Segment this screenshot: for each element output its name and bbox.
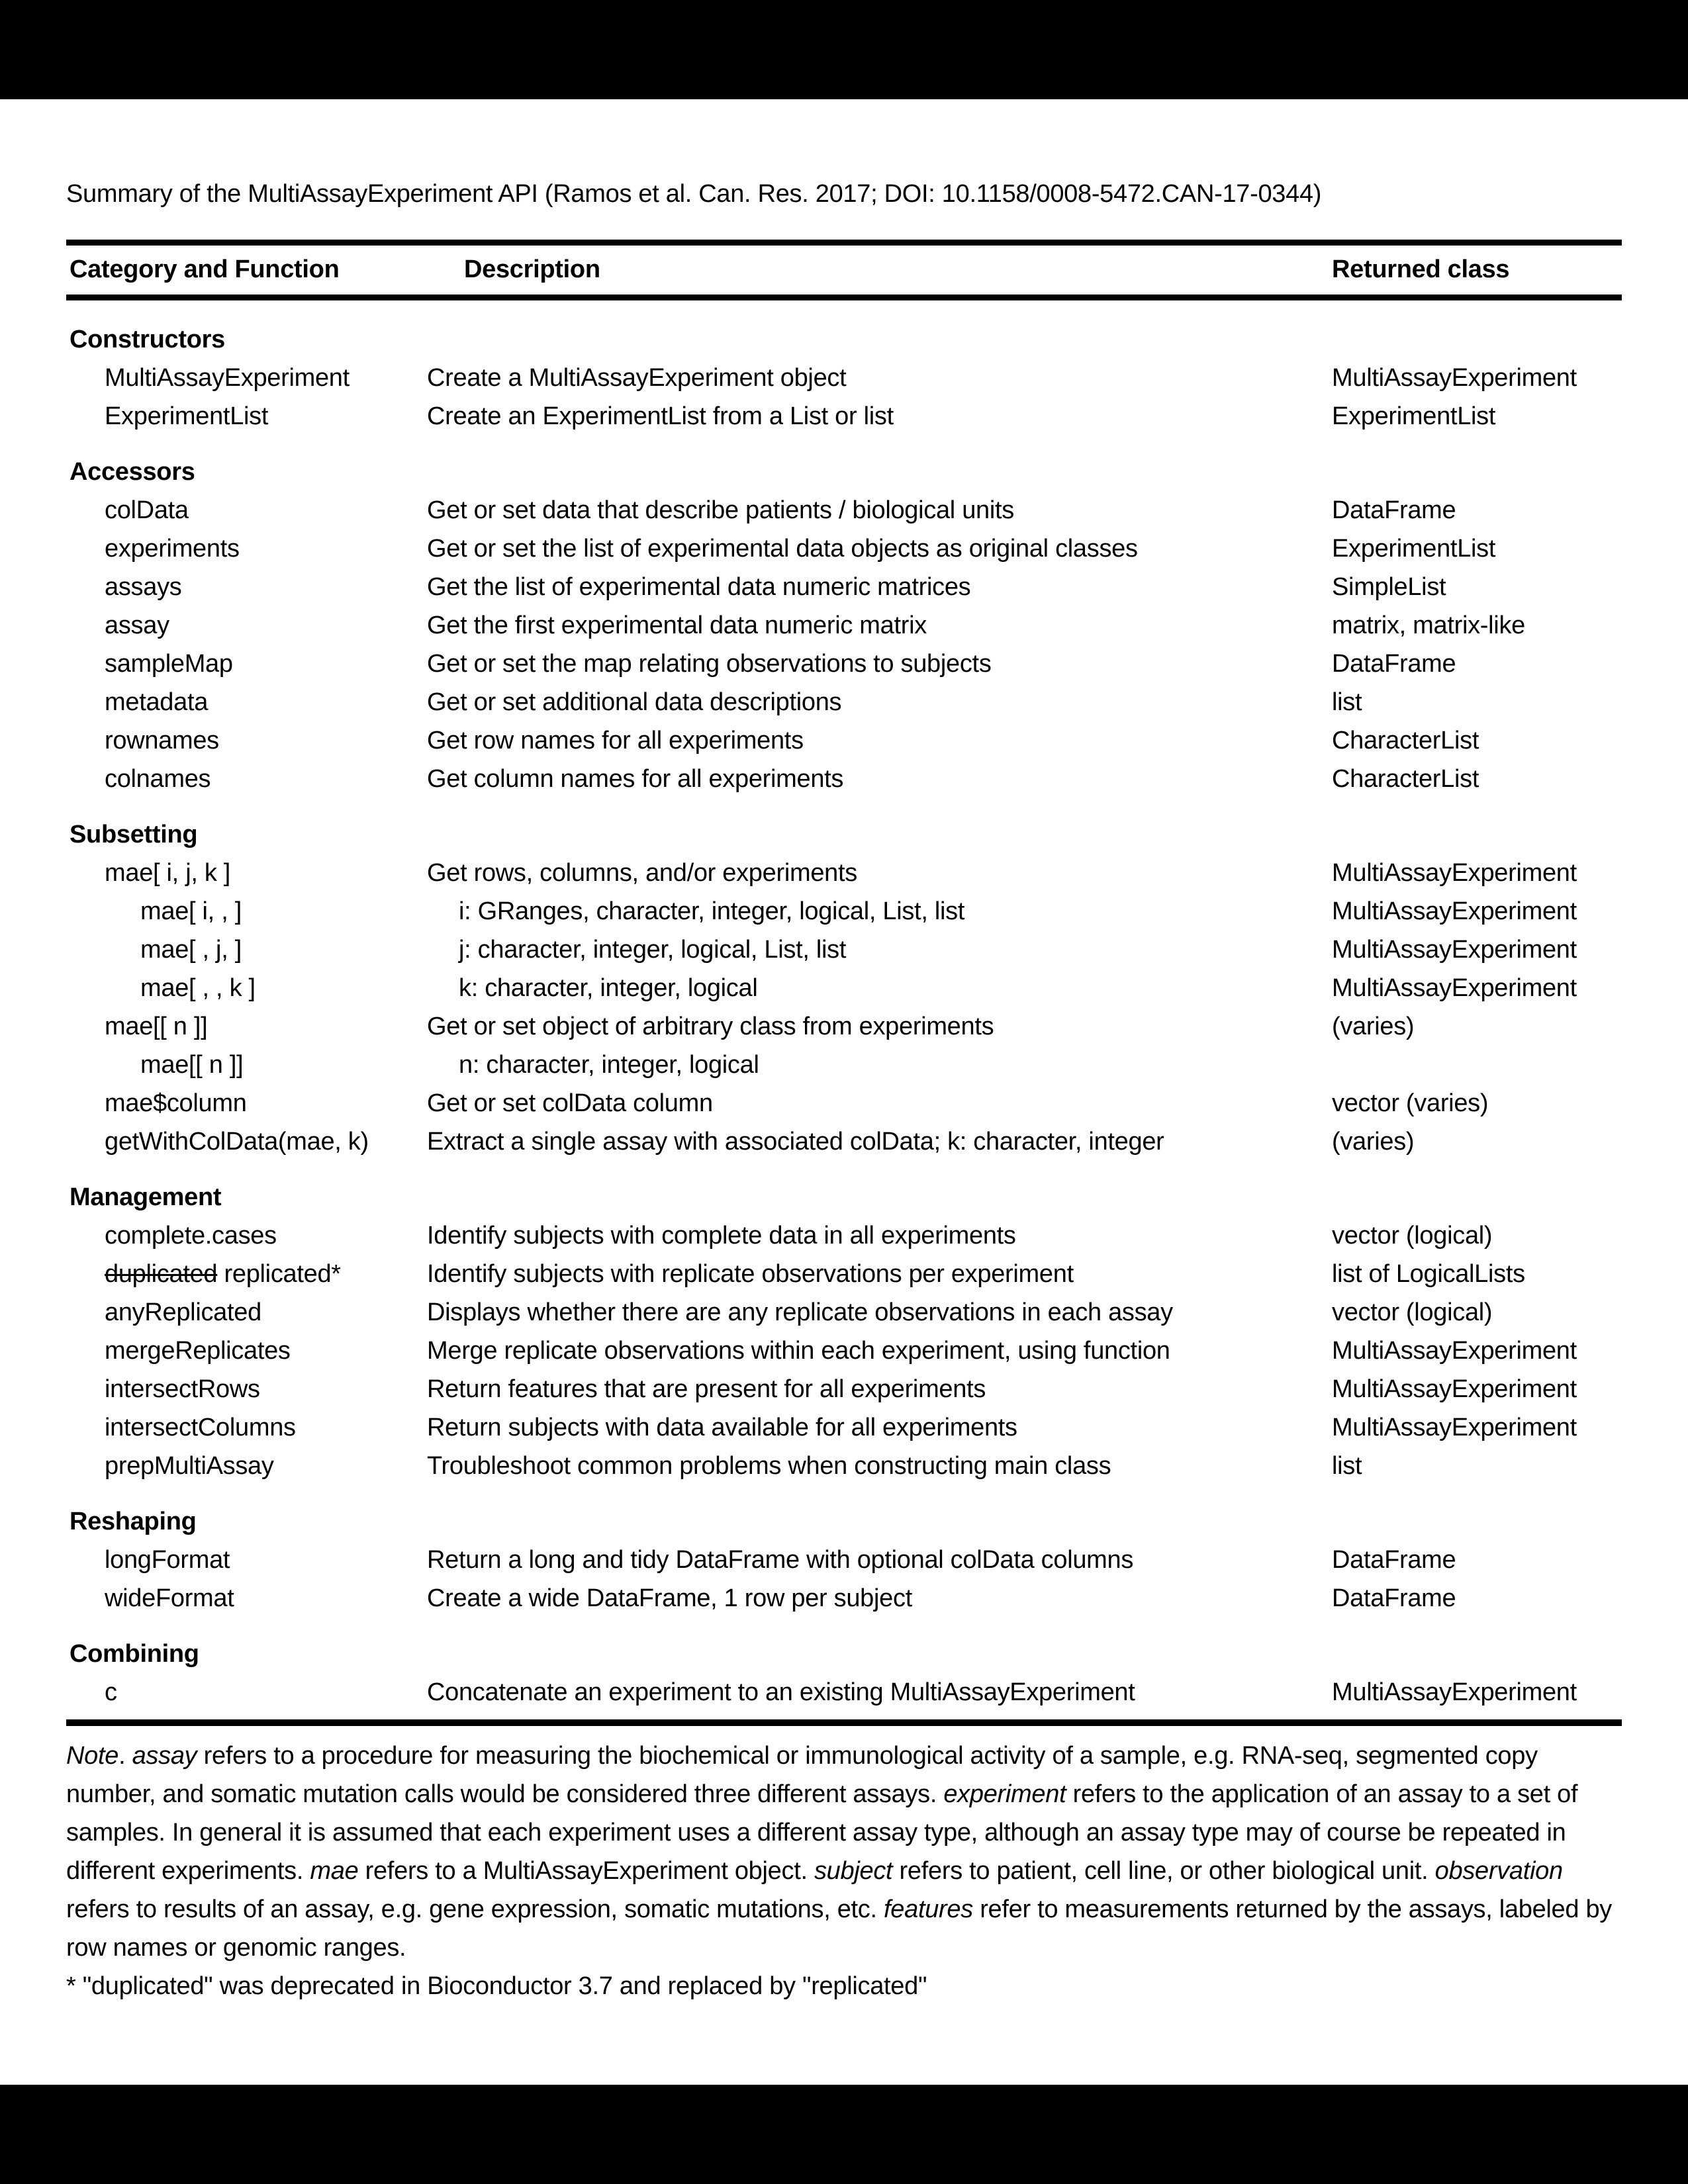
table-row [66,1293,1622,1332]
description-cell: Get the list of experimental data numeric matrices [427,573,971,601]
table-row [66,1007,1622,1046]
function-cell: rownames [105,727,219,754]
note-text: refers to a procedure for measuring the biochemical or immunological activity of a sample, e.g. RNA-seq, segmented copy number, and somatic mutation calls would be considered three different assays. [66,1742,1538,1808]
function-cell: MultiAssayExperiment [105,364,350,392]
function-cell: getWithColData(mae, k) [105,1128,369,1156]
returned-class-cell: list of LogicalLists [1332,1260,1525,1288]
description-cell: n: character, integer, logical [459,1051,759,1079]
table-row [66,1579,1622,1617]
table-row [66,1447,1622,1485]
returned-class-cell: ExperimentList [1332,402,1496,430]
function-cell: mae[ , j, ] [140,936,242,964]
section-header-row [66,1161,1622,1216]
note-term-italic: observation [1434,1857,1563,1885]
table-row [66,491,1622,529]
section-name: Accessors [70,458,195,486]
returned-class-cell: vector (varies) [1332,1089,1489,1117]
function-cell: mae[[ n ]] [105,1013,208,1040]
returned-class-cell: MultiAssayExperiment [1332,936,1577,964]
returned-class-cell: CharacterList [1332,765,1479,793]
function-cell: colData [105,496,189,524]
returned-class-cell: vector (logical) [1332,1298,1493,1326]
note-term-italic: assay [132,1742,197,1770]
table-row [66,721,1622,760]
function-cell: metadata [105,688,209,716]
section-name: Subsetting [70,821,198,848]
table-row [66,931,1622,969]
function-cell: wideFormat [105,1584,234,1612]
returned-class-cell: MultiAssayExperiment [1332,1337,1577,1365]
page-content [66,99,1622,2005]
returned-class-cell: MultiAssayExperiment [1332,974,1577,1002]
function-cell: intersectRows [105,1375,260,1403]
description-cell: Troubleshoot common problems when constructing main class [427,1452,1111,1480]
description-cell: i: GRanges, character, integer, logical, List, list [459,897,965,925]
table-row [66,1122,1622,1161]
returned-class-cell: (varies) [1332,1128,1415,1156]
section-header-row [66,1617,1622,1673]
function-cell: mae[ i, , ] [140,897,242,925]
description-cell: Get rows, columns, and/or experiments [427,859,857,887]
description-cell: Get or set object of arbitrary class from experiments [427,1013,994,1040]
table-row [66,892,1622,931]
header-category-function: Category and Function [70,255,340,283]
table-row [66,1332,1622,1370]
section-name: Management [70,1183,222,1211]
function-cell: mae$column [105,1089,247,1117]
table-row [66,683,1622,721]
returned-class-cell: matrix, matrix-like [1332,612,1525,639]
description-cell: Get column names for all experiments [427,765,844,793]
note-paragraph [66,1737,1622,1967]
function-cell: longFormat [105,1546,230,1574]
table-row [66,1046,1622,1084]
returned-class-cell: MultiAssayExperiment [1332,364,1577,392]
description-cell: Get or set the map relating observations to subjects [427,650,992,678]
note-text: refers to the application of an assay to a set of samples. In general it is assumed that each experiment uses a different assay type, although an assay type may of course be repeated in different experiments. [66,1780,1578,1885]
returned-class-cell: vector (logical) [1332,1222,1493,1250]
description-cell: Displays whether there are any replicate observations in each assay [427,1298,1173,1326]
section-header-row [66,1485,1622,1541]
description-cell: Create a wide DataFrame, 1 row per subject [427,1584,912,1612]
returned-class-cell: list [1332,1452,1362,1480]
table-row [66,529,1622,568]
table-row [66,969,1622,1007]
deprecation-footnote: * "duplicated" was deprecated in Bioconductor 3.7 and replaced by "replicated" [66,1972,927,2000]
returned-class-cell: (varies) [1332,1013,1415,1040]
table-body [66,300,1622,1719]
description-cell: Concatenate an experiment to an existing MultiAssayExperiment [427,1678,1135,1706]
table-row [66,397,1622,435]
table-caption: Summary of the MultiAssayExperiment API (Ramos et al. Can. Res. 2017; DOI: 10.1158/0008-5472.CAN-17-0344) [66,180,1322,208]
function-text: replicated* [217,1260,341,1288]
note-term-italic: subject [814,1857,893,1885]
strikethrough-text: duplicated [105,1260,218,1288]
function-cell: mergeReplicates [105,1337,291,1365]
function-cell: mae[ , , k ] [140,974,256,1002]
description-cell: Return features that are present for all experiments [427,1375,986,1403]
note-text: refers to patient, cell line, or other biological unit. [892,1857,1435,1885]
top-black-bar [0,0,1688,99]
note-term-italic: Note [66,1742,119,1770]
function-cell: prepMultiAssay [105,1452,274,1480]
description-cell: Get row names for all experiments [427,727,804,754]
section-name: Reshaping [70,1508,197,1535]
note-text: refer to measurements returned by the assays, labeled by row names or genomic ranges. [66,1895,1613,1962]
header-returned-class: Returned class [1332,255,1510,283]
function-cell: experiments [105,535,240,563]
function-cell [66,1255,427,1293]
description-cell: Create a MultiAssayExperiment object [427,364,847,392]
returned-class-cell: CharacterList [1332,727,1479,754]
description-cell: Create an ExperimentList from a List or list [427,402,894,430]
returned-class-cell: MultiAssayExperiment [1332,1414,1577,1441]
description-cell: Extract a single assay with associated colData; k: character, integer [427,1128,1164,1156]
returned-class-cell: MultiAssayExperiment [1332,1375,1577,1403]
header-description: Description [464,255,600,283]
table-header-row [66,246,1622,300]
description-cell: Merge replicate observations within each experiment, using function [427,1337,1170,1365]
section-name: Constructors [70,326,225,353]
description-cell: k: character, integer, logical [459,974,758,1002]
function-cell: assay [105,612,169,639]
table-row [66,760,1622,798]
section-header-row [66,435,1622,491]
note-term-italic: features [884,1895,973,1923]
description-cell: Identify subjects with complete data in all experiments [427,1222,1016,1250]
description-cell: Identify subjects with replicate observations per experiment [427,1260,1074,1288]
table-row [66,1370,1622,1408]
table-row [66,606,1622,645]
api-summary-table [66,240,1622,1726]
function-cell: ExperimentList [105,402,269,430]
table-row [66,568,1622,606]
returned-class-cell: DataFrame [1332,1546,1456,1574]
function-cell: sampleMap [105,650,233,678]
bottom-black-bar [0,2085,1688,2184]
description-cell: Get or set colData column [427,1089,713,1117]
function-cell: c [105,1678,117,1706]
function-cell: complete.cases [105,1222,277,1250]
table-row [66,1216,1622,1255]
function-cell: colnames [105,765,211,793]
table-row [66,359,1622,397]
section-name: Combining [70,1640,199,1668]
table-row [66,645,1622,683]
description-cell: Return a long and tidy DataFrame with optional colData columns [427,1546,1134,1574]
function-cell: mae[[ n ]] [140,1051,244,1079]
returned-class-cell: MultiAssayExperiment [1332,897,1577,925]
returned-class-cell: MultiAssayExperiment [1332,1678,1577,1706]
function-cell: mae[ i, j, k ] [105,859,231,887]
function-cell: anyReplicated [105,1298,261,1326]
returned-class-cell: DataFrame [1332,1584,1456,1612]
returned-class-cell: MultiAssayExperiment [1332,859,1577,887]
description-cell: Get the first experimental data numeric matrix [427,612,927,639]
description-cell: Get or set data that describe patients / biological units [427,496,1014,524]
function-cell: assays [105,573,182,601]
section-header-row [66,798,1622,854]
table-row [66,1084,1622,1122]
table-row [66,1673,1622,1711]
returned-class-cell: ExperimentList [1332,535,1496,563]
returned-class-cell: SimpleList [1332,573,1446,601]
table-row [66,1541,1622,1579]
table-row [66,854,1622,892]
returned-class-cell: list [1332,688,1362,716]
description-cell: j: character, integer, logical, List, list [459,936,847,964]
table-row [66,1408,1622,1447]
function-cell: intersectColumns [105,1414,296,1441]
returned-class-cell [1331,1046,1622,1084]
note-term-italic: experiment [943,1780,1066,1808]
note-text: refers to a MultiAssayExperiment object. [358,1857,814,1885]
description-cell: Get or set additional data descriptions [427,688,842,716]
table-row [66,1255,1622,1293]
description-cell: Return subjects with data available for all experiments [427,1414,1017,1441]
returned-class-cell: DataFrame [1332,496,1456,524]
section-header-row [66,303,1622,359]
returned-class-cell: DataFrame [1332,650,1456,678]
note-term-italic: mae [310,1857,359,1885]
description-cell: Get or set the list of experimental data objects as original classes [427,535,1138,563]
note-text: refers to results of an assay, e.g. gene expression, somatic mutations, etc. [66,1895,884,1923]
note-text: . [118,1742,132,1770]
